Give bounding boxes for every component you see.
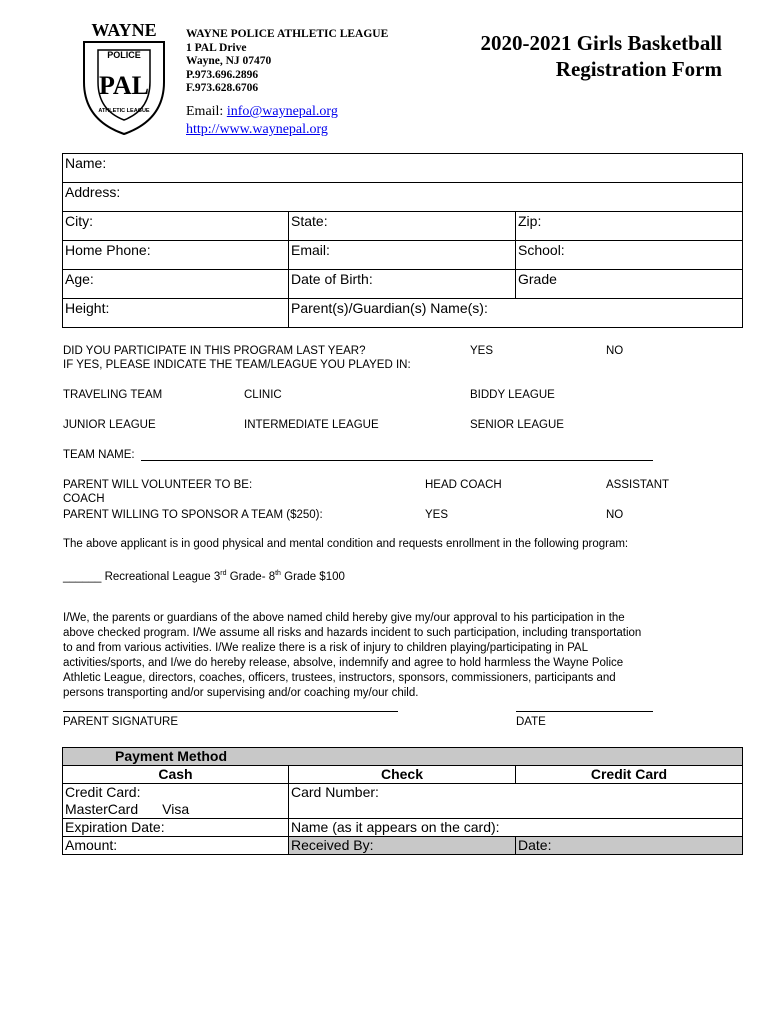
zip-field[interactable]: Zip:	[516, 212, 743, 241]
org-phone: P.973.696.2896	[186, 68, 259, 81]
logo-ring-top: POLICE	[107, 50, 141, 60]
card-number-field[interactable]: Card Number:	[289, 784, 743, 819]
waiver-line-3: to and from various activities. I/We realize there is a risk of injury to children playing/participating in PAL	[63, 642, 588, 654]
org-city: Wayne, NJ 07470	[186, 55, 272, 68]
team-name-line[interactable]	[141, 460, 653, 461]
name-field[interactable]: Name:	[63, 154, 743, 183]
parent-signature-line[interactable]	[63, 711, 398, 712]
title-line-2: Registration Form	[555, 57, 722, 81]
date-label: DATE	[516, 716, 546, 728]
credit-card-type-cell	[63, 784, 289, 819]
received-date-field: Date:	[516, 837, 743, 855]
volunteer-head-coach[interactable]: HEAD COACH	[425, 479, 502, 491]
website-link[interactable]: http://www.waynepal.org	[186, 122, 328, 137]
program-option-rec[interactable]	[63, 566, 345, 585]
state-field[interactable]: State:	[289, 212, 516, 241]
rec-sup-rd: rd	[220, 570, 227, 577]
logo-top-text: WAYNE	[91, 20, 157, 40]
waiver-line-1: I/We, the parents or guardians of the above named child hereby give my/our approval to his participation in the	[63, 612, 625, 624]
volunteer-coach-wrap: COACH	[63, 493, 105, 505]
dob-field[interactable]: Date of Birth:	[289, 270, 516, 299]
parent-signature-label: PARENT SIGNATURE	[63, 716, 179, 728]
visa-option[interactable]: Visa	[162, 801, 190, 817]
program-blank: ______	[63, 570, 102, 583]
waiver-line-2: above checked program. I/We assume all risks and hazards incident to such participation, including transportation	[63, 627, 642, 639]
sponsor-label: PARENT WILLING TO SPONSOR A TEAM ($250):	[63, 509, 323, 521]
payment-cash-option[interactable]: Cash	[63, 766, 289, 784]
payment-credit-option[interactable]: Credit Card	[516, 766, 743, 784]
participate-yes[interactable]: YES	[470, 345, 494, 357]
rec-text-a: Recreational League 3	[101, 570, 221, 583]
age-field[interactable]: Age:	[63, 270, 289, 299]
credit-card-label: Credit Card:	[65, 784, 141, 800]
guardian-field[interactable]: Parent(s)/Guardian(s) Name(s):	[289, 299, 743, 328]
payment-method-table	[62, 747, 743, 855]
payment-method-heading: Payment Method	[63, 748, 743, 766]
option-biddy[interactable]: BIDDY LEAGUE	[470, 389, 555, 401]
expiration-date-field[interactable]: Expiration Date:	[63, 819, 289, 837]
rec-text-c: Grade $100	[280, 570, 345, 583]
volunteer-label: PARENT WILL VOLUNTEER TO BE:	[63, 479, 253, 491]
logo-center-text: PAL	[98, 71, 150, 100]
volunteer-assistant[interactable]: ASSISTANT	[606, 479, 670, 491]
height-field[interactable]: Height:	[63, 299, 289, 328]
email-field[interactable]: Email:	[289, 241, 516, 270]
payment-check-option[interactable]: Check	[289, 766, 516, 784]
option-intermediate[interactable]: INTERMEDIATE LEAGUE	[244, 419, 379, 431]
grade-field[interactable]: Grade	[516, 270, 743, 299]
indicate-question: IF YES, PLEASE INDICATE THE TEAM/LEAGUE YOU PLAYED IN:	[63, 359, 411, 371]
email-link[interactable]: info@waynepal.org	[226, 104, 338, 119]
org-street: 1 PAL Drive	[186, 41, 247, 54]
address-field[interactable]: Address:	[63, 183, 743, 212]
title-line-1: 2020-2021 Girls Basketball	[480, 31, 722, 55]
org-block	[186, 28, 426, 96]
mastercard-option[interactable]: MasterCard	[65, 801, 139, 817]
form-title	[430, 30, 722, 82]
rec-sup-th: th	[275, 570, 281, 577]
waiver-paragraph	[63, 611, 723, 701]
date-line[interactable]	[516, 711, 653, 712]
sponsor-yes[interactable]: YES	[425, 509, 449, 521]
org-email-line	[186, 104, 426, 120]
wayne-pal-logo	[78, 20, 170, 138]
sponsor-no[interactable]: NO	[606, 509, 624, 521]
option-senior[interactable]: SENIOR LEAGUE	[470, 419, 564, 431]
team-name-label: TEAM NAME:	[63, 449, 135, 461]
home-phone-field[interactable]: Home Phone:	[63, 241, 289, 270]
applicant-info-table	[62, 153, 743, 328]
program-intro: The above applicant is in good physical and mental condition and requests enrollment in the following program:	[63, 538, 629, 550]
amount-field[interactable]: Amount:	[63, 837, 289, 855]
email-label: Email:	[186, 104, 227, 119]
org-fax: F.973.628.6706	[186, 82, 259, 95]
logo-ring-bottom: ATHLETIC LEAGUE	[98, 108, 150, 114]
school-field[interactable]: School:	[516, 241, 743, 270]
option-clinic[interactable]: CLINIC	[244, 389, 282, 401]
option-junior[interactable]: JUNIOR LEAGUE	[63, 419, 156, 431]
received-by-field: Received By:	[289, 837, 516, 855]
option-traveling[interactable]: TRAVELING TEAM	[63, 389, 163, 401]
participate-question: DID YOU PARTICIPATE IN THIS PROGRAM LAST YEAR?	[63, 345, 366, 357]
rec-text-b: Grade- 8	[226, 570, 276, 583]
org-name: WAYNE POLICE ATHLETIC LEAGUE	[186, 28, 389, 40]
participate-no[interactable]: NO	[606, 345, 624, 357]
waiver-line-4: activities/sports, and I/we do hereby release, absolve, indemnify and agree to hold harmless the Wayne Police	[63, 657, 624, 669]
waiver-line-6: persons transporting and/or supervising and/or coaching my/our child.	[63, 687, 419, 699]
city-field[interactable]: City:	[63, 212, 289, 241]
name-on-card-field[interactable]: Name (as it appears on the card):	[289, 819, 743, 837]
waiver-line-5: Athletic League, directors, coaches, officers, trustees, instructors, sponsors, commissioners, participants and	[63, 672, 616, 684]
